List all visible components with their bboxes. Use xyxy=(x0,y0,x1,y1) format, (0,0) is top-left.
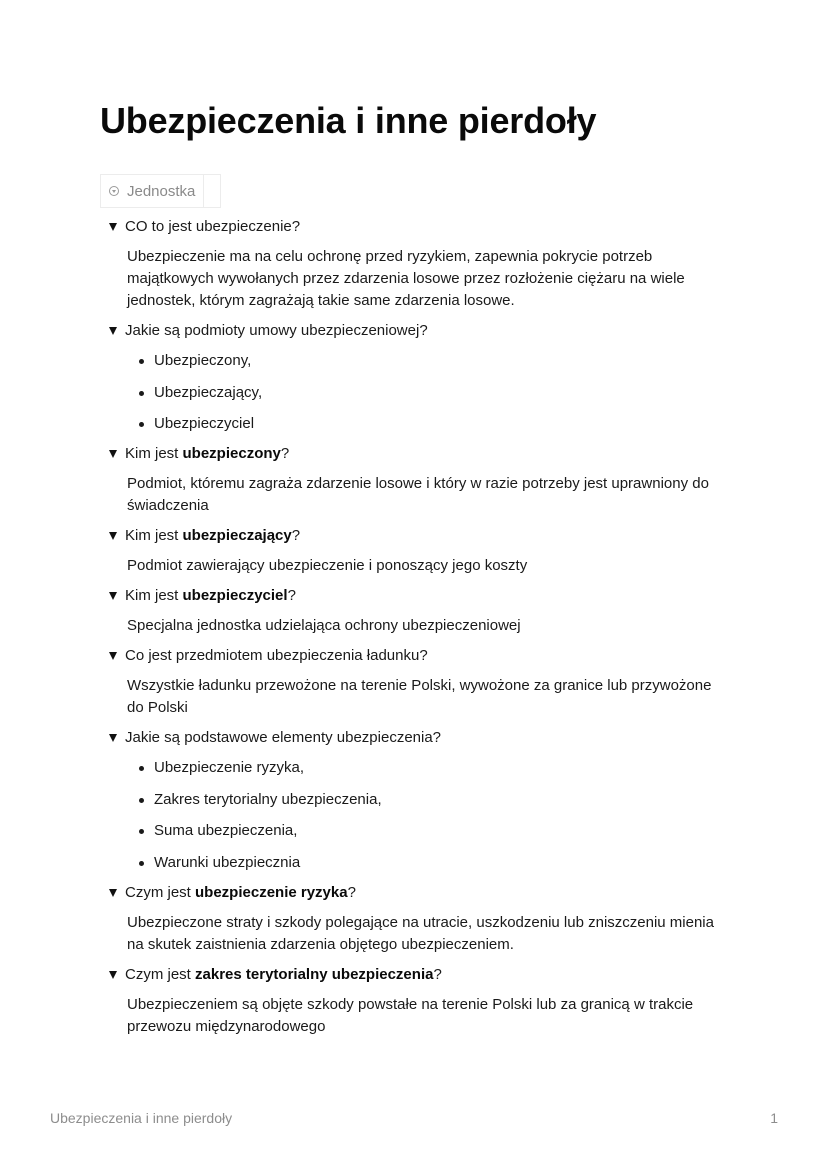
list-item: Zakres terytorialny ubezpieczenia, xyxy=(127,789,729,811)
toggle-answer: Ubezpieczeniem są objęte szkody powstałe na terenie Polski lub za granicą w trakcie przewozu międzynarodowego xyxy=(127,995,694,1035)
toggle-answer: Ubezpieczone straty i szkody polegające na utracie, uszkodzeniu lub zniszczeniu mienia na skutek zaistnienia zdarzenia objętego ubezpieczeniem. xyxy=(127,913,714,953)
toggle-content xyxy=(127,994,729,1038)
toggle-answer: Podmiot, któremu zagraża zdarzenie losowe i który w razie potrzeby jest uprawniony do świadczenia xyxy=(127,475,709,514)
toggle-header[interactable] xyxy=(109,216,729,238)
toggle-content xyxy=(127,350,729,435)
toggle-block xyxy=(109,320,729,435)
toggle-answer: Specjalna jednostka udzielająca ochrony ubezpieczeniowej xyxy=(127,617,521,634)
toggle-answer: Ubezpieczenie ma na celu ochronę przed ryzykiem, zapewnia pokrycie potrzeb majątkowych wywołanych przez zdarzenia losowe przez rozłożenie ciężaru na wiele jednostek, którym zagrażają takie same zdarzenia losowe. xyxy=(127,248,685,309)
toggle-block xyxy=(109,645,729,719)
bullet-list xyxy=(127,350,729,435)
toggle-header[interactable] xyxy=(109,727,729,749)
footer-title: Ubezpieczenia i inne pierdoły xyxy=(50,1110,233,1126)
bullet-list xyxy=(127,757,729,874)
toggle-content xyxy=(127,912,729,956)
toggle-question: Jakie są podstawowe elementy ubezpieczenia? xyxy=(125,729,442,746)
list-item: Ubezpieczenie ryzyka, xyxy=(127,757,729,779)
list-item: Suma ubezpieczenia, xyxy=(127,820,729,842)
toggle-content xyxy=(127,473,729,517)
triangle-down-icon[interactable] xyxy=(109,450,117,458)
select-circle-icon xyxy=(109,186,119,196)
toggle-content xyxy=(127,555,729,577)
toggle-header[interactable] xyxy=(109,964,729,986)
property-row xyxy=(100,174,221,208)
property-empty-cell[interactable] xyxy=(203,175,221,207)
toggle-header[interactable] xyxy=(109,525,729,547)
triangle-down-icon[interactable] xyxy=(109,889,117,897)
toggle-block xyxy=(109,443,729,517)
toggle-block xyxy=(109,585,729,637)
toggle-header[interactable] xyxy=(109,320,729,342)
list-item: Warunki ubezpiecznia xyxy=(127,852,729,874)
triangle-down-icon[interactable] xyxy=(109,734,117,742)
list-item: Ubezpieczony, xyxy=(127,350,729,372)
toggle-question: Czym jest zakres terytorialny ubezpieczenia? xyxy=(125,965,442,983)
toggle-block xyxy=(109,525,729,577)
toggle-question: Co jest przedmiotem ubezpieczenia ładunku? xyxy=(125,647,428,664)
toggle-block xyxy=(109,964,729,1038)
page-title: Ubezpieczenia i inne pierdoły xyxy=(100,100,597,141)
toggle-header[interactable] xyxy=(109,882,729,904)
triangle-down-icon[interactable] xyxy=(109,652,117,660)
toggle-content xyxy=(127,615,729,637)
toggle-block xyxy=(109,882,729,956)
triangle-down-icon[interactable] xyxy=(109,532,117,540)
triangle-down-icon[interactable] xyxy=(109,592,117,600)
toggle-question: Kim jest ubezpieczający? xyxy=(125,527,301,544)
toggle-question: Kim jest ubezpieczony? xyxy=(125,445,290,462)
triangle-down-icon[interactable] xyxy=(109,327,117,335)
toggle-header[interactable] xyxy=(109,585,729,607)
toggle-content xyxy=(127,675,729,719)
triangle-down-icon[interactable] xyxy=(109,223,117,231)
toggle-header[interactable] xyxy=(109,443,729,465)
toggle-question: CO to jest ubezpieczenie? xyxy=(125,218,301,235)
toggle-block xyxy=(109,216,729,312)
page-number: 1 xyxy=(770,1110,778,1126)
toggle-question: Kim jest ubezpieczyciel? xyxy=(125,587,296,604)
toggle-content xyxy=(127,246,729,312)
toggle-content xyxy=(127,757,729,874)
toggle-question: Czym jest ubezpieczenie ryzyka? xyxy=(125,883,356,901)
triangle-down-icon[interactable] xyxy=(109,971,117,979)
list-item: Ubezpieczyciel xyxy=(127,413,729,435)
toggle-block xyxy=(109,727,729,874)
toggle-header[interactable] xyxy=(109,645,729,667)
toggle-list xyxy=(109,216,729,1046)
toggle-answer: Podmiot zawierający ubezpieczenie i ponoszący jego koszty xyxy=(127,557,528,574)
property-select[interactable] xyxy=(100,175,203,207)
list-item: Ubezpieczający, xyxy=(127,382,729,404)
property-value: Jednostka xyxy=(127,182,196,200)
toggle-question: Jakie są podmioty umowy ubezpieczeniowej? xyxy=(125,322,428,339)
toggle-answer: Wszystkie ładunku przewożone na terenie Polski, wywożone za granice lub przywożone do Polski xyxy=(127,677,712,716)
